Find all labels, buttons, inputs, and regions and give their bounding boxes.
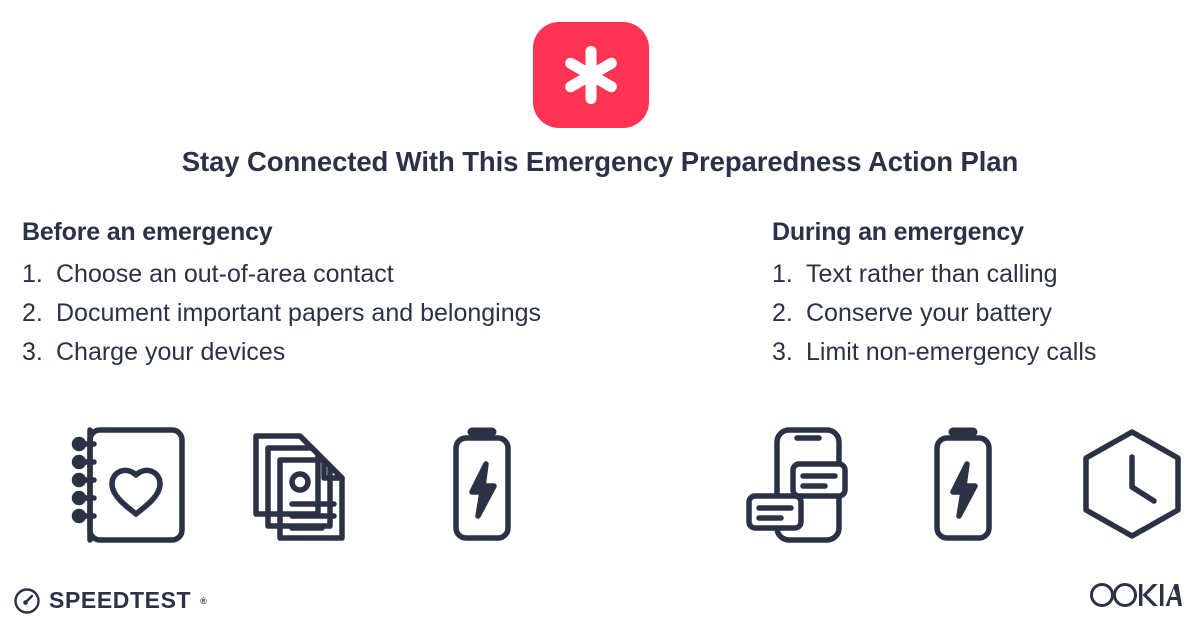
list-item-number: 3. <box>772 338 793 366</box>
list-item-number: 2. <box>22 299 43 327</box>
trademark-symbol: ® <box>200 595 207 606</box>
list-item-number: 1. <box>22 260 43 288</box>
list-item <box>772 294 1192 333</box>
phone-message-icon <box>740 420 852 550</box>
steps-list-before <box>22 255 742 372</box>
list-item-label: Text rather than calling <box>806 260 1058 288</box>
list-item <box>772 333 1192 372</box>
list-item <box>22 294 742 333</box>
page-title: Stay Connected With This Emergency Preparedness Action Plan <box>181 146 1019 177</box>
list-item <box>22 255 742 294</box>
notebook-heart-icon <box>70 420 188 550</box>
columns-container <box>0 218 1200 388</box>
column-before-emergency <box>22 218 742 372</box>
list-item-number: 3. <box>22 338 43 366</box>
list-item-number: 2. <box>772 299 793 327</box>
speedometer-icon <box>14 588 40 614</box>
battery-charging-icon <box>907 420 1019 550</box>
list-item-label: Conserve your battery <box>806 299 1052 327</box>
list-item-number: 1. <box>772 260 793 288</box>
column-title-before: Before an emergency <box>22 218 273 246</box>
ookla-wordmark-icon <box>1090 583 1182 607</box>
speedtest-footer-logo <box>14 587 207 614</box>
list-item <box>772 255 1192 294</box>
column-title-during: During an emergency <box>772 218 1024 246</box>
list-item-label: Limit non-emergency calls <box>806 338 1097 366</box>
speedtest-logo-badge <box>533 22 649 128</box>
speedtest-wordmark: SPEEDTEST <box>49 587 192 613</box>
list-item-label: Choose an out-of-area contact <box>56 260 394 288</box>
steps-list-during <box>772 255 1192 372</box>
icons-row-before <box>70 415 540 555</box>
ookla-logo <box>1090 583 1182 612</box>
list-item-label: Document important papers and belongings <box>56 299 542 327</box>
icons-row-during <box>740 415 1190 555</box>
documents-stack-icon <box>248 420 364 550</box>
battery-charging-icon <box>424 420 540 550</box>
clock-hexagon-icon <box>1074 420 1190 550</box>
column-during-emergency <box>772 218 1192 372</box>
speedtest-asterisk-icon <box>560 44 622 106</box>
list-item-label: Charge your devices <box>56 338 286 366</box>
list-item <box>22 333 742 372</box>
